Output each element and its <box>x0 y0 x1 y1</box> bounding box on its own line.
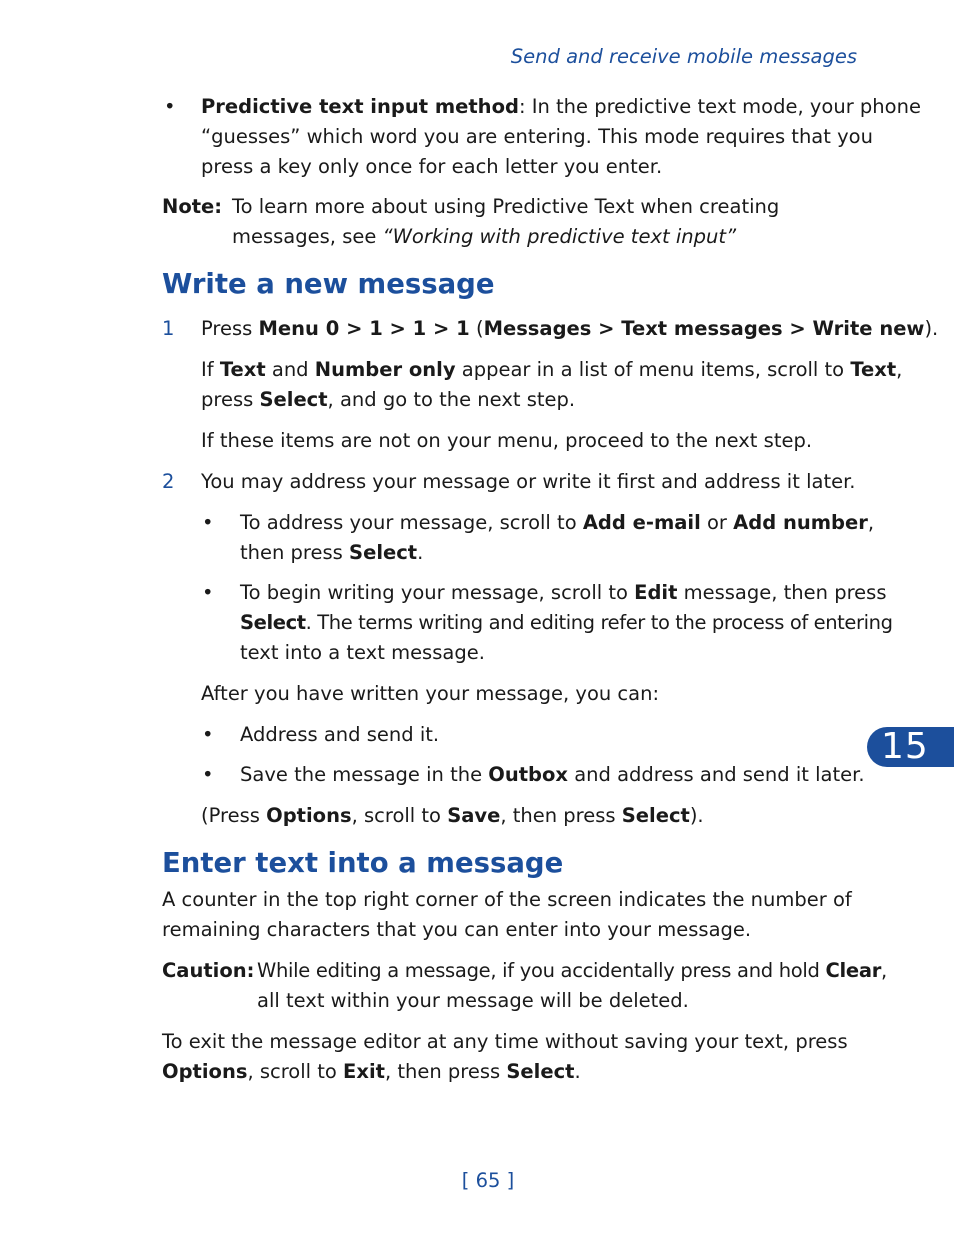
bullet-dot: • <box>202 723 214 746</box>
bullet-dot: • <box>164 95 176 118</box>
step-number: 2 <box>162 470 175 493</box>
heading-write-new-message: Write a new message <box>162 268 495 300</box>
step-number: 1 <box>162 317 175 340</box>
page-number: [ 65 ] <box>461 1169 515 1192</box>
option-save-outbox: Save the message in the Outbox and address and send it later. <box>240 763 865 786</box>
option-address-send: Address and send it. <box>240 723 440 746</box>
bullet-dot: • <box>202 511 214 534</box>
note-text: To learn more about using Predictive Text when creating messages, see “Working with predictive text input” <box>232 195 780 248</box>
caution-label: Caution: <box>162 959 255 982</box>
bullet-dot: • <box>202 763 214 786</box>
running-header: Send and receive mobile messages <box>510 45 857 68</box>
sub-bullet-write: To begin writing your message, scroll to Edit message, then press Select. The terms writing and editing refer to the process of entering text into a text message. <box>240 581 893 664</box>
exit-paragraph: To exit the message editor at any time without saving your text, press Options, scroll to Exit, then press Select. <box>162 1030 848 1083</box>
heading-enter-text: Enter text into a message <box>162 847 564 879</box>
if-not-paragraph: If these items are not on your menu, proceed to the next step. <box>201 429 813 452</box>
after-written-paragraph: After you have written your message, you can: <box>201 682 660 705</box>
counter-paragraph: A counter in the top right corner of the screen indicates the number of remaining characters that you can enter into your message. <box>162 888 852 941</box>
if-text-paragraph: If Text and Number only appear in a list of menu items, scroll to Text, press Select, and go to the next step. <box>201 358 903 411</box>
step-1: Press Menu 0 > 1 > 1 > 1 (Messages > Text messages > Write new). <box>201 317 939 340</box>
predictive-bullet: Predictive text input method: In the predictive text mode, your phone “guesses” which word you are entering. This mode requires that you press a key only once for each letter you enter. <box>201 95 921 178</box>
sub-bullet-address: To address your message, scroll to Add e-mail or Add number, then press Select. <box>240 511 875 564</box>
predictive-label: Predictive text input method <box>201 95 519 118</box>
press-options-paragraph: (Press Options, scroll to Save, then press Select). <box>201 804 704 827</box>
caution-text: While editing a message, if you accidentally press and hold Clear, all text within your message will be deleted. <box>257 959 887 1012</box>
chapter-tab: 15 <box>867 727 954 767</box>
step-2: You may address your message or write it first and address it later. <box>201 470 856 493</box>
note-label: Note: <box>162 195 223 218</box>
note-reference: “Working with predictive text input” <box>382 225 737 248</box>
bullet-dot: • <box>202 581 214 604</box>
